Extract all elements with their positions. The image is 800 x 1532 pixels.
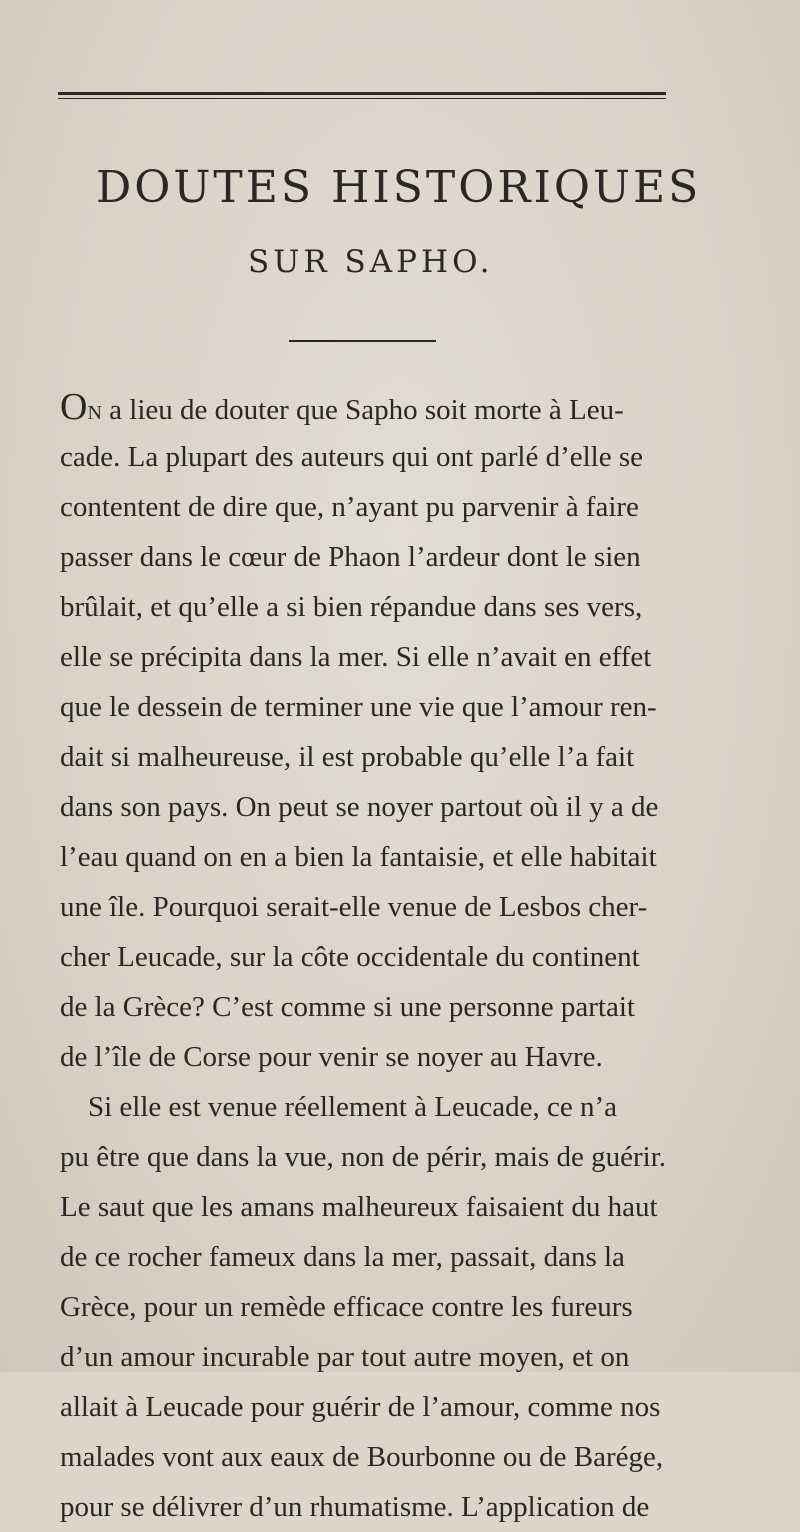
text-line: pour se délivrer d’un rhumatisme. L’application de [60,1491,650,1523]
text-line: l’eau quand on en a bien la fantaisie, et elle habitait [60,841,657,873]
text-line-rest: a lieu de douter que Sapho soit morte à Leu- [101,394,624,426]
text-line: dans son pays. On peut se noyer partout où il y a de [60,791,659,823]
chapter-subtitle: SUR SAPHO. [248,244,494,280]
text-line: elle se précipita dans la mer. Si elle n’avait en effet [60,641,652,673]
text-line: cade. La plupart des auteurs qui ont parlé d’elle se [60,441,643,473]
body-text [60,382,680,1532]
text-line: de la Grèce? C’est comme si une personne partait [60,991,635,1023]
text-line: de ce rocher fameux dans la mer, passait, dans la [60,1241,625,1273]
chapter-title: DOUTES HISTORIQUES [96,162,702,213]
text-line: contentent de dire que, n’ayant pu parvenir à faire [60,491,639,523]
text-line: d’un amour incurable par tout autre moyen, et on [60,1341,630,1373]
text-line: Grèce, pour un remède efficace contre les fureurs [60,1291,633,1323]
text-line: malades vont aux eaux de Bourbonne ou de Barége, [60,1441,664,1473]
text-line: Si elle est venue réellement à Leucade, ce n’a [88,1091,617,1123]
text-line: que le dessein de terminer une vie que l’amour ren- [60,691,657,723]
text-line: passer dans le cœur de Phaon l’ardeur dont le sien [60,541,641,573]
text-line: dait si malheureuse, il est probable qu’elle l’a fait [60,741,635,773]
text-line [60,382,680,432]
text-line: une île. Pourquoi serait-elle venue de Lesbos cher- [60,891,648,923]
text-line: pu être que dans la vue, non de périr, mais de guérir. [60,1141,667,1173]
text-line: Le saut que les amans malheureux faisaient du haut [60,1191,658,1223]
initial-letter: O [60,386,88,428]
text-line: allait à Leucade pour guérir de l’amour, comme nos [60,1391,661,1423]
text-line: brûlait, et qu’elle a si bien répandue dans ses vers, [60,591,643,623]
smallcaps-letter: N [87,402,102,424]
section-divider [289,340,436,342]
text-line: de l’île de Corse pour venir se noyer au Havre. [60,1041,603,1073]
text-line: cher Leucade, sur la côte occidentale du continent [60,941,640,973]
header-rule [58,92,666,95]
